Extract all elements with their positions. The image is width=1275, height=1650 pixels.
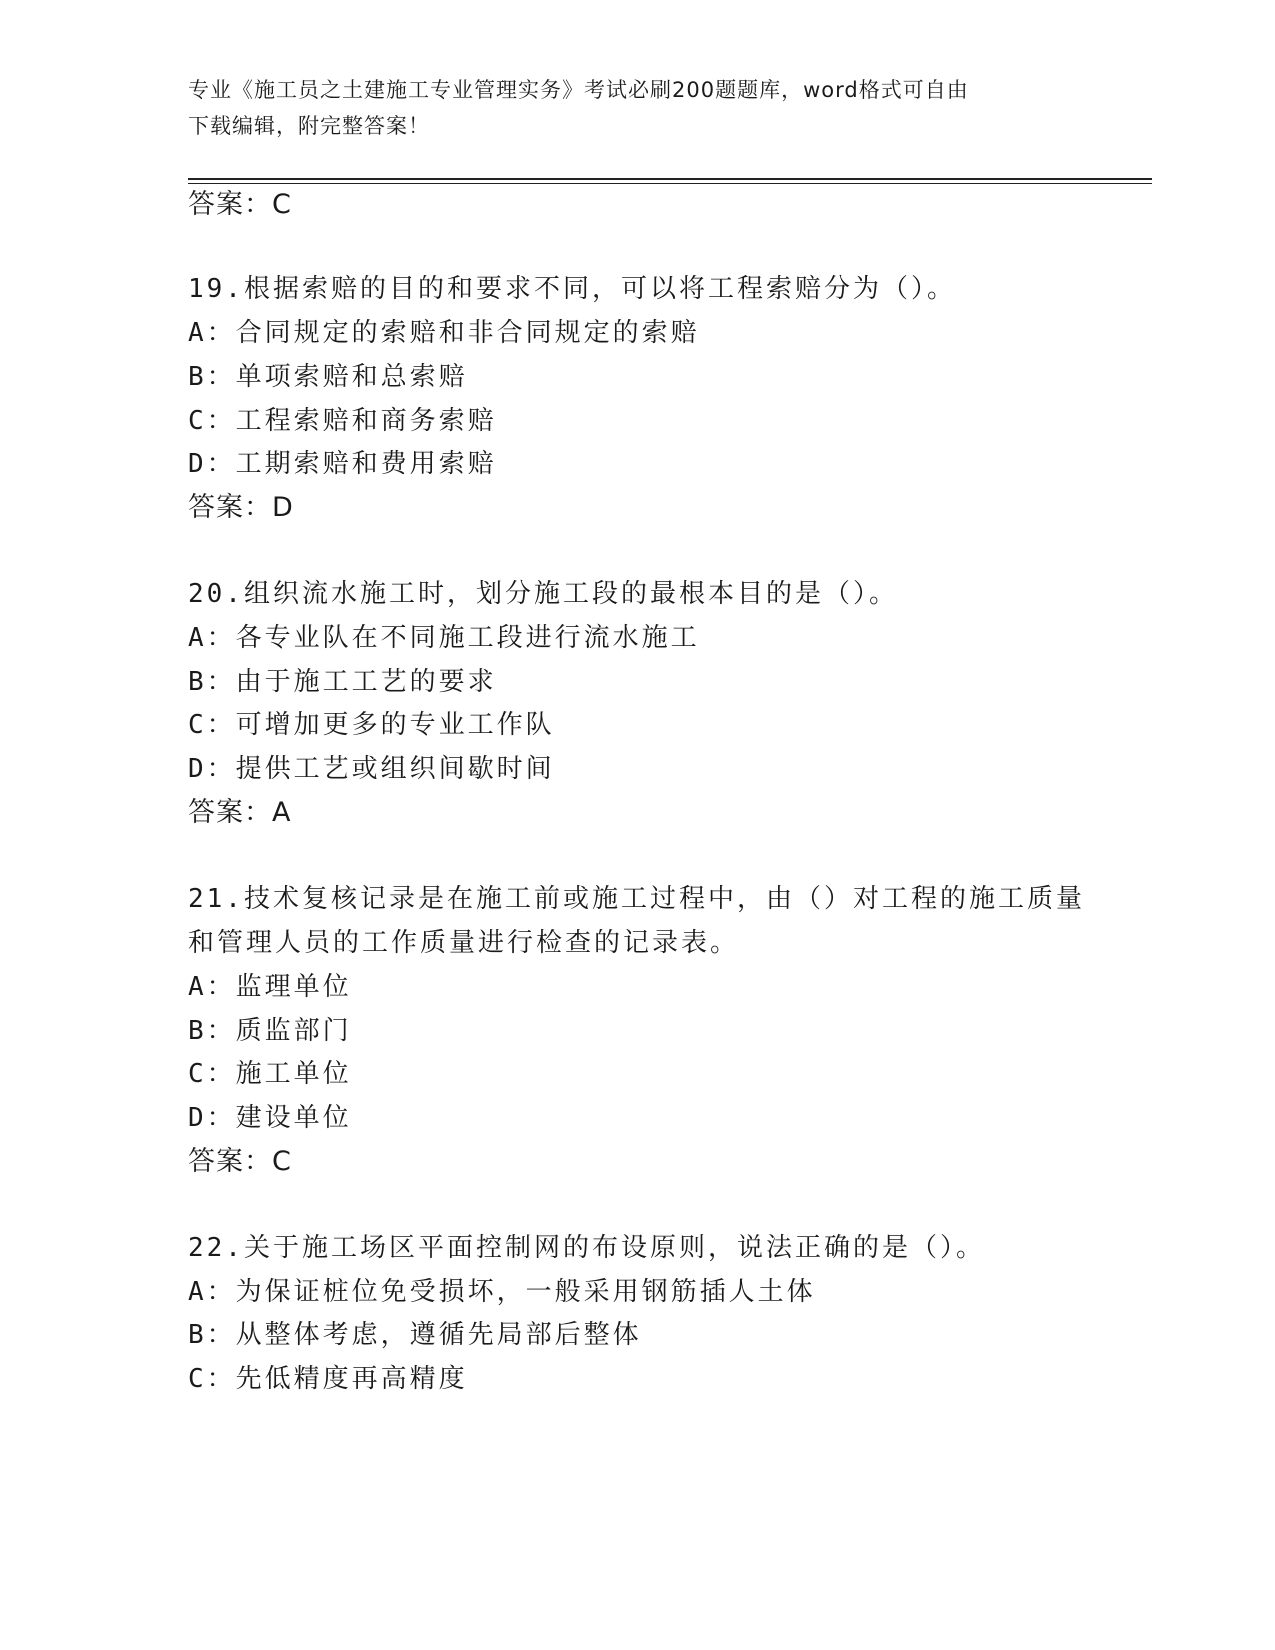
question-22-option-a: A：为保证桩位免受损坏，一般采用钢筋插人土体 (188, 1277, 816, 1307)
question-19-option-a: A：合同规定的索赔和非合同规定的索赔 (188, 318, 700, 348)
question-21-option-d: D：建设单位 (188, 1103, 352, 1133)
document-header (188, 72, 1088, 144)
question-22-option-c: C：先低精度再高精度 (188, 1364, 468, 1394)
question-22-option-b: B：从整体考虑，遵循先局部后整体 (188, 1320, 642, 1350)
question-21-stem-line-2: 和管理人员的工作质量进行检查的记录表。 (188, 928, 740, 958)
question-20-option-d: D：提供工艺或组织间歇时间 (188, 754, 555, 784)
question-19-answer: 答案：D (188, 492, 294, 523)
question-21-answer: 答案：C (188, 1146, 292, 1177)
question-20-option-a: A：各专业队在不同施工段进行流水施工 (188, 623, 700, 653)
header-rule-thick (188, 178, 1152, 180)
question-20-option-b: B：由于施工工艺的要求 (188, 667, 497, 697)
question-22-stem: 22.关于施工场区平面控制网的布设原则，说法正确的是（）。 (188, 1233, 985, 1263)
question-20-option-c: C：可增加更多的专业工作队 (188, 710, 555, 740)
question-20-answer: 答案：A (188, 797, 292, 828)
header-rule-thin (188, 183, 1152, 184)
answer-previous: 答案：C (188, 189, 292, 220)
header-line-2: 下载编辑，附完整答案！ (188, 114, 430, 138)
header-line-1: 专业《施工员之土建施工专业管理实务》考试必刷200题题库，word格式可自由 (188, 78, 969, 102)
question-21-option-b: B：质监部门 (188, 1016, 352, 1046)
question-19-option-c: C：工程索赔和商务索赔 (188, 406, 497, 436)
question-19-option-d: D：工期索赔和费用索赔 (188, 449, 497, 479)
question-21-stem-line-1: 21.技术复核记录是在施工前或施工过程中，由（）对工程的施工质量 (188, 884, 1085, 914)
question-19-option-b: B：单项索赔和总索赔 (188, 362, 468, 392)
question-21-option-c: C：施工单位 (188, 1059, 352, 1089)
question-20-stem: 20.组织流水施工时，划分施工段的最根本目的是（）。 (188, 579, 898, 609)
question-19-stem: 19.根据索赔的目的和要求不同，可以将工程索赔分为（）。 (188, 274, 956, 304)
question-21-option-a: A：监理单位 (188, 972, 352, 1002)
